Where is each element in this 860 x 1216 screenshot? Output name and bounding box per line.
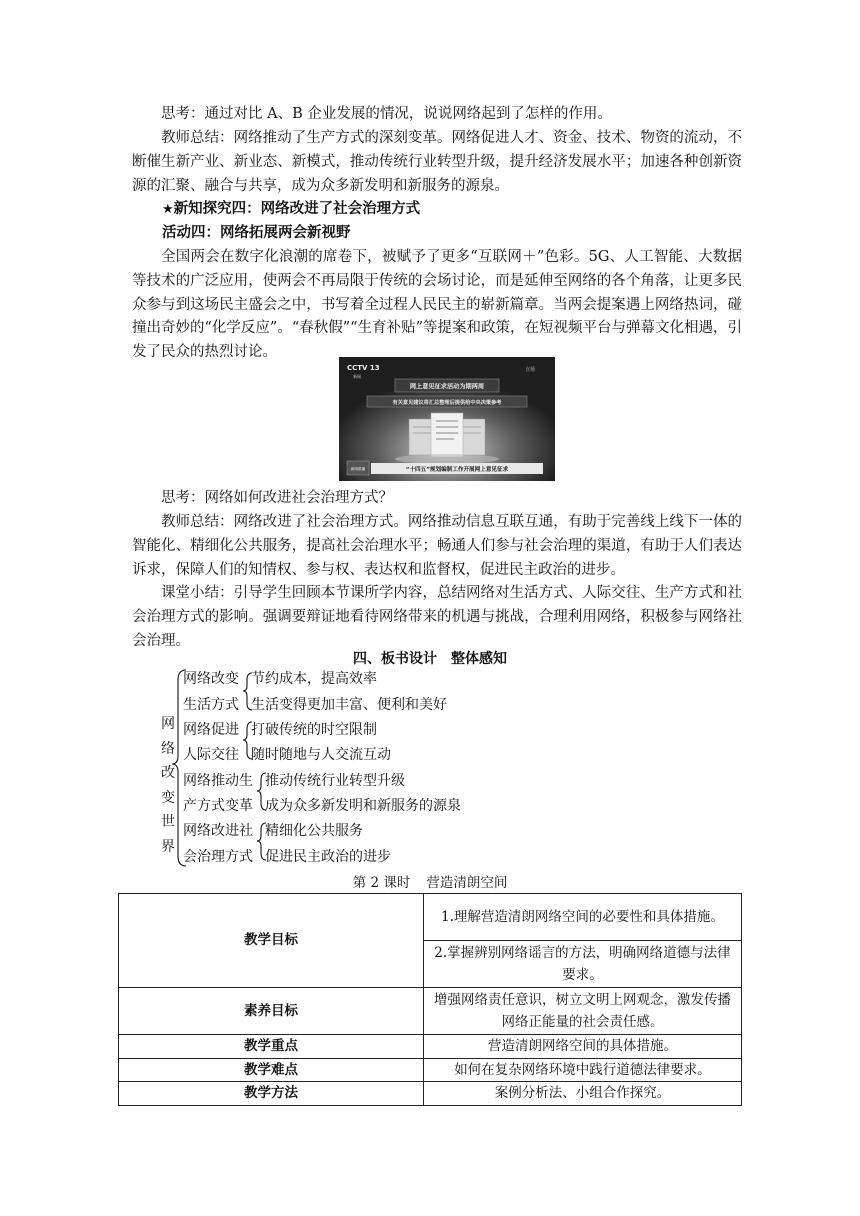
banner-1: 网上意见征求活动为期两周 — [409, 383, 485, 391]
branch-4-label-b: 会治理方式 — [183, 849, 253, 865]
branch-3-item-1: 推动传统行业转型升级 — [265, 773, 405, 789]
table-value-cell: 1.理解营造清朗网络空间的必要性和具体措施。 — [424, 894, 742, 941]
board-design-text: 整体感知 — [451, 651, 507, 667]
branch-1-label-a: 网络改变 — [183, 671, 239, 687]
teacher-summary-2: 教师总结：网络改进了社会治理方式。网络推动信息互联互通，有助于完善线上线下一体的智能化、精细化公共服务，提高社会治理水平；畅通人们参与社会治理的渠道，有助于人们表达诉求，保障人们的知情权、参与权、表达权和监督权，促进民主政治的进步。 — [132, 514, 742, 578]
board-root-label: 网 络 改 变 世 界 — [161, 716, 175, 855]
corner-tag: 直播 — [525, 367, 536, 373]
table-label-cell: 教学方法 — [119, 1082, 424, 1106]
branch-1-item-1: 节约成本，提高效率 — [251, 671, 377, 687]
branch-4-label-a: 网络改进社 — [183, 823, 253, 839]
branch-1-label-b: 生活方式 — [183, 697, 239, 713]
table-row — [119, 988, 742, 1035]
table-value-cell: 营造清朗网络空间的具体措施。 — [424, 1035, 742, 1059]
branch-3-label-a: 网络推动生 — [183, 773, 253, 789]
news-caption: “十四五”规划编制工作开展网上意见征求 — [405, 467, 509, 473]
thinking-question-2: 思考：网络如何改进社会治理方式？ — [161, 490, 393, 506]
branch-2-label-a: 网络促进 — [183, 722, 239, 738]
activity-heading: 活动四：网络拓展两会新视野 — [162, 225, 351, 241]
table-row — [119, 894, 742, 941]
class-summary: 课堂小结：引导学生回顾本节课所学内容，总结网络对生活方式、人际交往、生产方式和社会治理方式的影响。强调要辩证地看待网络带来的机遇与挑战，合理利用网络，积极参与网络社会治理。 — [132, 585, 742, 649]
lesson-name: 营造清朗空间 — [426, 875, 508, 891]
table-value-cell: 2.掌握辨别网络谣言的方法，明确网络道德与法律要求。 — [424, 941, 742, 988]
branch-1-item-2: 生活变得更加丰富、便利和美好 — [251, 697, 447, 713]
branch-3-label-b: 产方式变革 — [183, 798, 253, 814]
news-badge: 新闻联播 — [350, 467, 366, 471]
table-value-cell: 如何在复杂网络环境中践行道德法律要求。 — [424, 1058, 742, 1082]
section-heading-text: 新知探究四：网络改进了社会治理方式 — [173, 201, 421, 217]
star-icon: ★ — [162, 202, 174, 217]
table-label-cell: 教学目标 — [119, 894, 424, 988]
table-label-cell: 教学重点 — [119, 1035, 424, 1059]
channel-logo: CCTV 13 — [347, 364, 380, 372]
table-label-cell: 素养目标 — [119, 988, 424, 1035]
branch-2-label-b: 人际交往 — [183, 747, 239, 763]
lesson-number: 第 2 课时 — [352, 875, 411, 891]
teaching-objectives-table — [118, 893, 742, 1106]
table-label-cell: 教学难点 — [119, 1058, 424, 1082]
table-row — [119, 1058, 742, 1082]
table-value-cell: 增强网络责任意识，树立文明上网观念，激发传播网络正能量的社会责任感。 — [424, 988, 742, 1035]
table-row — [119, 1035, 742, 1059]
channel-sub: 新闻 — [353, 374, 361, 379]
board-design-number: 四、板书设计 — [353, 651, 437, 667]
branch-2-item-1: 打破传统的时空限制 — [251, 722, 377, 738]
branch-4-item-2: 促进民主政治的进步 — [265, 849, 391, 865]
teacher-summary-1: 教师总结：网络推动了生产方式的深刻变革。网络促进人才、资金、技术、物资的流动，不断催生新产业、新业态、新模式，推动传统行业转型升级，提升经济发展水平；加速各种创新资源的汇聚、融合与共享，成为众多新发明和新服务的源泉。 — [132, 130, 742, 194]
two-sessions-paragraph: 全国两会在数字化浪潮的席卷下，被赋予了更多“互联网＋”色彩。5G、人工智能、大数据等技术的广泛应用，使两会不再局限于传统的会场讨论，而是延伸至网络的各个角落，让更多民众参与到这场民主盛会之中，书写着全过程人民民主的崭新篇章。当两会提案遇上网络热词，碰撞出奇妙的“化学反应”。“春秋假”“生育补贴”等提案和政策，在短视频平台与弹幕文化相遇，引发了民众的热烈讨论。 — [132, 249, 742, 361]
table-row — [119, 1082, 742, 1106]
thinking-question-1: 思考：通过对比 A、B 企业发展的情况，说说网络起到了怎样的作用。 — [161, 106, 612, 122]
branch-3-item-2: 成为众多新发明和新服务的源泉 — [265, 798, 461, 814]
table-value-cell: 案例分析法、小组合作探究。 — [424, 1082, 742, 1106]
lesson-title — [0, 874, 860, 892]
branch-2-item-2: 随时随地与人交流互动 — [251, 747, 391, 763]
branch-4-item-1: 精细化公共服务 — [265, 823, 363, 839]
banner-2: 有关意见建议将汇总整理后提供给中央决策参考 — [392, 400, 502, 406]
